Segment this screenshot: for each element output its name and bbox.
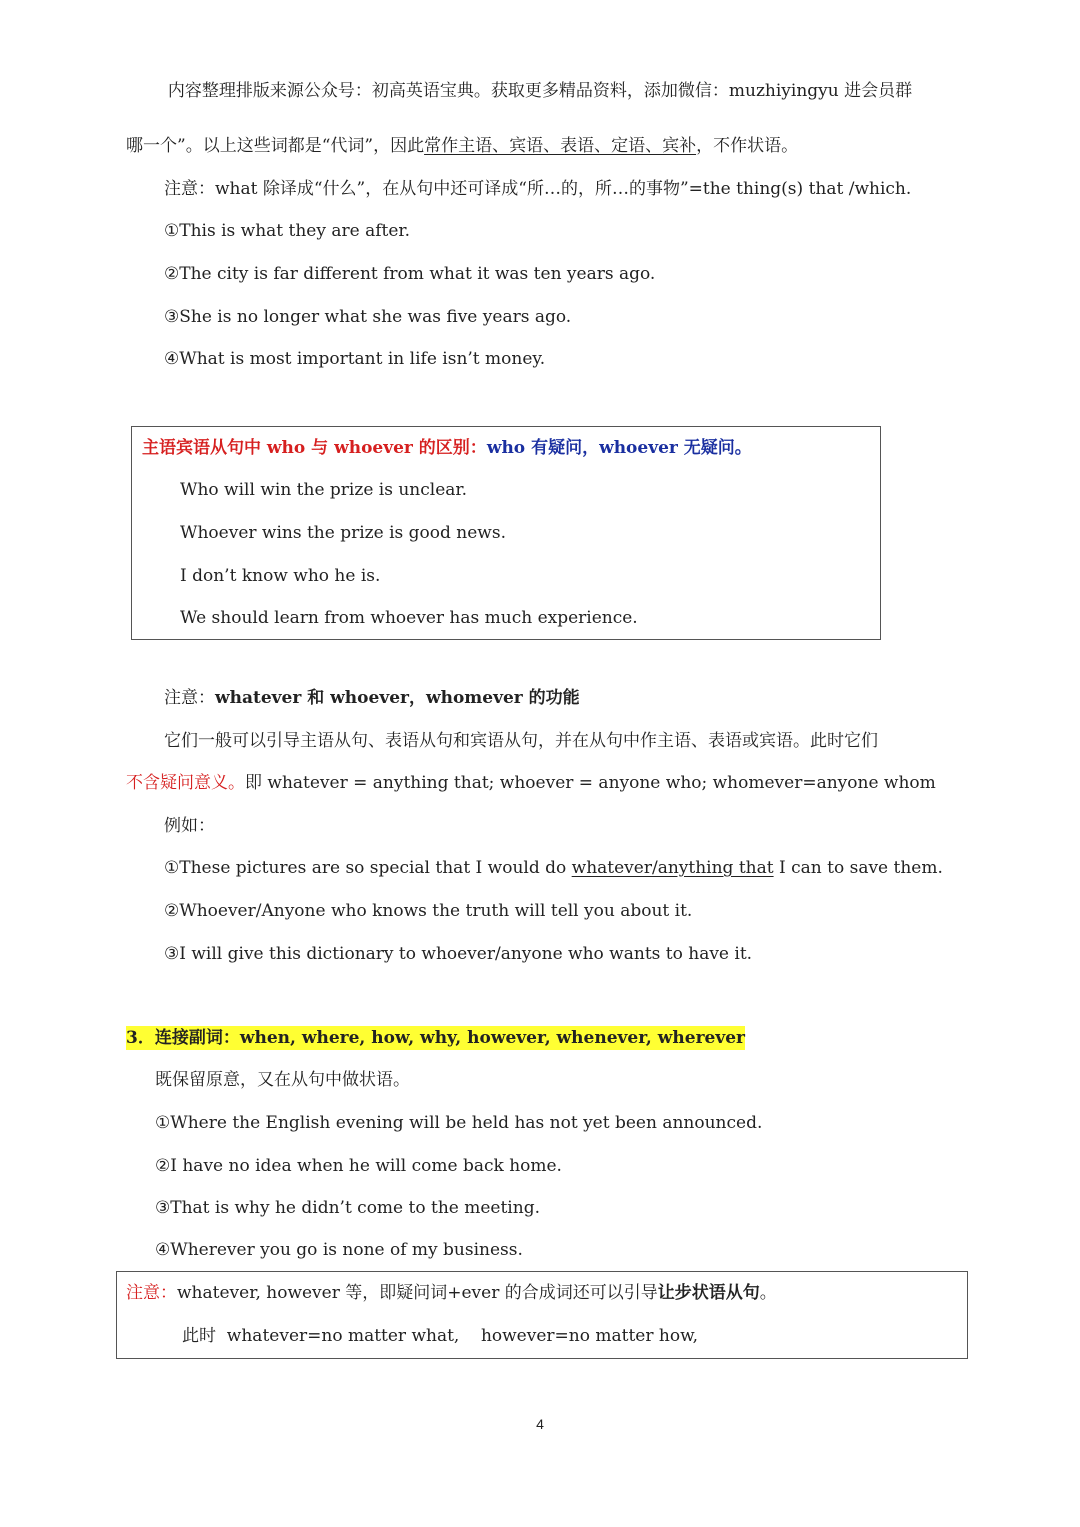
intro-post: ，不作状语。 xyxy=(696,136,799,156)
what-example-2: ②The city is far different from what it was ten years ago. xyxy=(164,264,656,284)
adv-example-1: ①Where the English evening will be held has not yet been announced. xyxy=(155,1113,763,1133)
note-ever xyxy=(164,686,580,710)
section-3-highlight xyxy=(126,1026,745,1050)
ever-example-1-pre: ①These pictures are so special that I would do xyxy=(164,858,572,878)
what-example-3: ③She is no longer what she was five years ago. xyxy=(164,307,572,327)
adv-example-2: ②I have no idea when he will come back home. xyxy=(155,1156,562,1176)
section-3-desc: 既保留原意，又在从句中做状语。 xyxy=(155,1070,410,1090)
box1-line-2: Whoever wins the prize is good news. xyxy=(180,523,506,543)
ever-example-1-underlined: whatever/anything that xyxy=(571,858,774,878)
box2-line-2: 此时 whatever=no matter what, however=no matter how, xyxy=(182,1326,699,1346)
box2-text-pre: whatever, however 等，即疑问词+ever 的合成词还可以引导 xyxy=(177,1283,658,1303)
intro-underlined: 常作主语、宾语、表语、定语、宾补 xyxy=(424,136,697,156)
adv-example-3: ③That is why he didn’t come to the meeting. xyxy=(155,1198,540,1218)
ever-example-3: ③I will give this dictionary to whoever/anyone who wants to have it. xyxy=(164,944,753,964)
example-label: 例如： xyxy=(164,816,215,836)
adv-example-4: ④Wherever you go is none of my business. xyxy=(155,1240,523,1260)
para-rest: 即 whatever = anything that; whoever = anyone who; whomever=anyone whom xyxy=(245,773,936,793)
box2-label: 注意： xyxy=(126,1283,177,1303)
box1-title-red: 主语宾语从句中 who 与 whoever 的区别： xyxy=(142,438,487,458)
section-3-words: when, where, how, why, however, whenever, wherever xyxy=(239,1028,746,1048)
ever-example-2: ②Whoever/Anyone who knows the truth will tell you about it. xyxy=(164,901,693,921)
page-number: 4 xyxy=(536,1416,544,1432)
what-example-4: ④What is most important in life isn’t money. xyxy=(164,349,546,369)
page-header: 内容整理排版来源公众号：初高英语宝典。获取更多精品资料，添加微信：muzhiyingyu 进会员群 xyxy=(167,81,913,101)
what-example-1: ①This is what they are after. xyxy=(164,221,411,241)
ever-example-1 xyxy=(164,856,943,880)
box1-title-blue: who 有疑问，whoever 无疑问。 xyxy=(486,438,752,458)
para-line-2 xyxy=(126,771,936,795)
note-ever-label: 注意： xyxy=(164,688,215,708)
intro-line xyxy=(126,134,798,158)
box1-line-1: Who will win the prize is unclear. xyxy=(180,480,468,500)
intro-pre: 哪一个”。以上这些词都是“代词”，因此 xyxy=(126,136,425,156)
section-3-heading xyxy=(126,1026,745,1050)
box1-line-3: I don’t know who he is. xyxy=(180,566,381,586)
para-red: 不含疑问意义。 xyxy=(126,773,245,793)
box2-line-1 xyxy=(126,1281,777,1305)
box1-title xyxy=(142,436,752,460)
ever-example-1-post: I can to save them. xyxy=(773,858,943,878)
box2-text-bold: 让步状语从句 xyxy=(657,1283,760,1303)
section-3-number: 3．连接副词： xyxy=(126,1028,240,1048)
box2-text-post: 。 xyxy=(759,1283,777,1303)
note-ever-text: whatever 和 whoever，whomever 的功能 xyxy=(215,688,580,708)
note-what: 注意：what 除译成“什么”，在从句中还可译成“所…的，所…的事物”=the thing(s) that /which. xyxy=(164,179,912,199)
para-line-1: 它们一般可以引导主语从句、表语从句和宾语从句，并在从句中作主语、表语或宾语。此时它们 xyxy=(164,731,878,751)
box1-line-4: We should learn from whoever has much experience. xyxy=(180,608,638,628)
